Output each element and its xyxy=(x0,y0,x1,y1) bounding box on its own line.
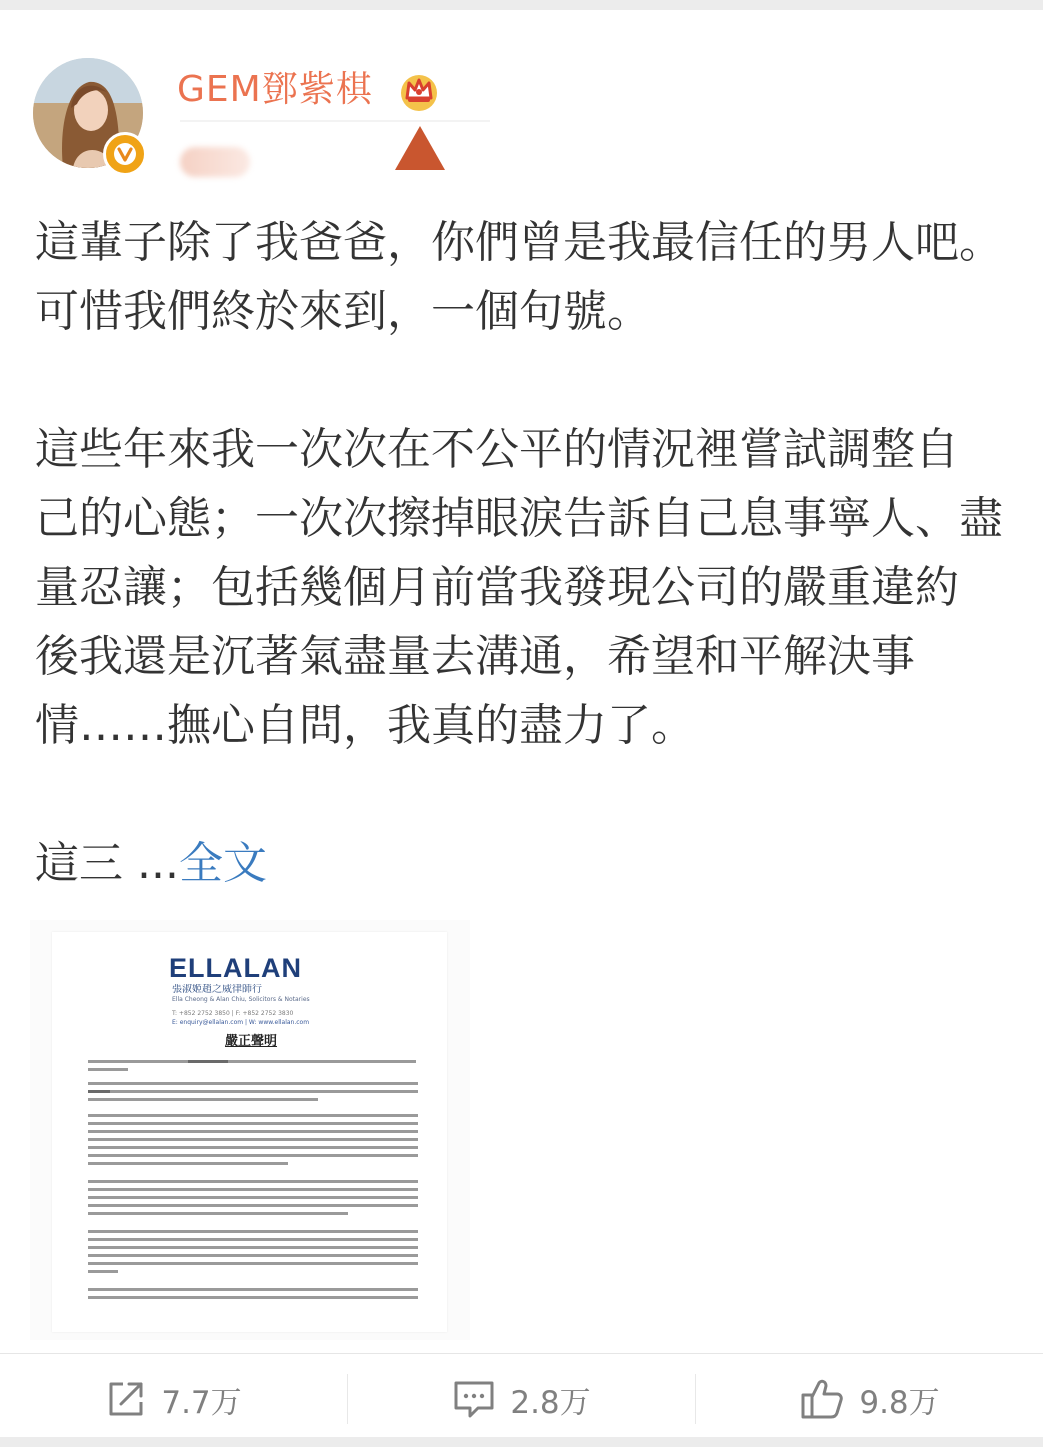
attached-image[interactable] xyxy=(30,920,470,1340)
thumbs-up-icon xyxy=(799,1377,845,1421)
meta-divider xyxy=(180,120,490,122)
triangle-marker-icon xyxy=(393,124,447,172)
post-meta-redacted xyxy=(180,147,250,177)
post-body xyxy=(35,208,1038,898)
post-line: 己的心態；一次次擦掉眼淚告訴自己息事寧人、盡 xyxy=(35,493,1003,544)
crown-icon xyxy=(399,70,439,112)
post-line: 情……撫心自問，我真的盡力了。 xyxy=(35,700,695,751)
verified-badge-icon xyxy=(103,132,147,176)
law-firm-name: 張淑姬趙之威律師行 xyxy=(172,984,262,995)
like-button[interactable] xyxy=(696,1354,1043,1444)
statement-title: 嚴正聲明 xyxy=(225,1034,278,1049)
action-bar xyxy=(0,1354,1043,1444)
comment-count: 2.8万 xyxy=(510,1384,591,1421)
post-line: 可惜我們終於來到，一個句號。 xyxy=(35,286,651,337)
law-firm-name-en: Ella Cheong & Alan Chiu, Solicitors & Notaries xyxy=(172,996,310,1003)
law-firm-contact: T: +852 2752 3850 | F: +852 2752 3830 xyxy=(172,1010,294,1017)
post-line-truncated xyxy=(35,829,1038,898)
post-line: 這些年來我一次次在不公平的情況裡嘗試調整自 xyxy=(35,424,959,475)
weibo-post-card xyxy=(0,10,1043,1437)
truncated-text: 這三 ... xyxy=(35,838,179,889)
author-name[interactable]: GEM鄧紫棋 xyxy=(177,69,373,110)
bottom-separator xyxy=(0,1437,1043,1447)
repost-button[interactable] xyxy=(0,1354,347,1444)
post-line: 這輩子除了我爸爸，你們曾是我最信任的男人吧。 xyxy=(35,217,1003,268)
law-firm-web: E: enquiry@ellalan.com | W: www.ellalan.com xyxy=(172,1019,310,1026)
share-icon xyxy=(105,1378,147,1420)
statement-document xyxy=(52,932,447,1332)
repost-count: 7.7万 xyxy=(161,1384,242,1421)
top-separator xyxy=(0,0,1043,10)
law-firm-logo: ELLALAN xyxy=(169,953,302,983)
post-line: 量忍讓；包括幾個月前當我發現公司的嚴重違約 xyxy=(35,562,959,613)
comment-button[interactable] xyxy=(348,1354,695,1444)
post-line: 後我還是沉著氣盡量去溝通，希望和平解決事 xyxy=(35,631,915,682)
like-count: 9.8万 xyxy=(859,1384,940,1421)
full-text-link[interactable]: 全文 xyxy=(178,838,267,889)
comment-icon xyxy=(452,1378,496,1420)
document-body-text xyxy=(88,1060,428,1330)
